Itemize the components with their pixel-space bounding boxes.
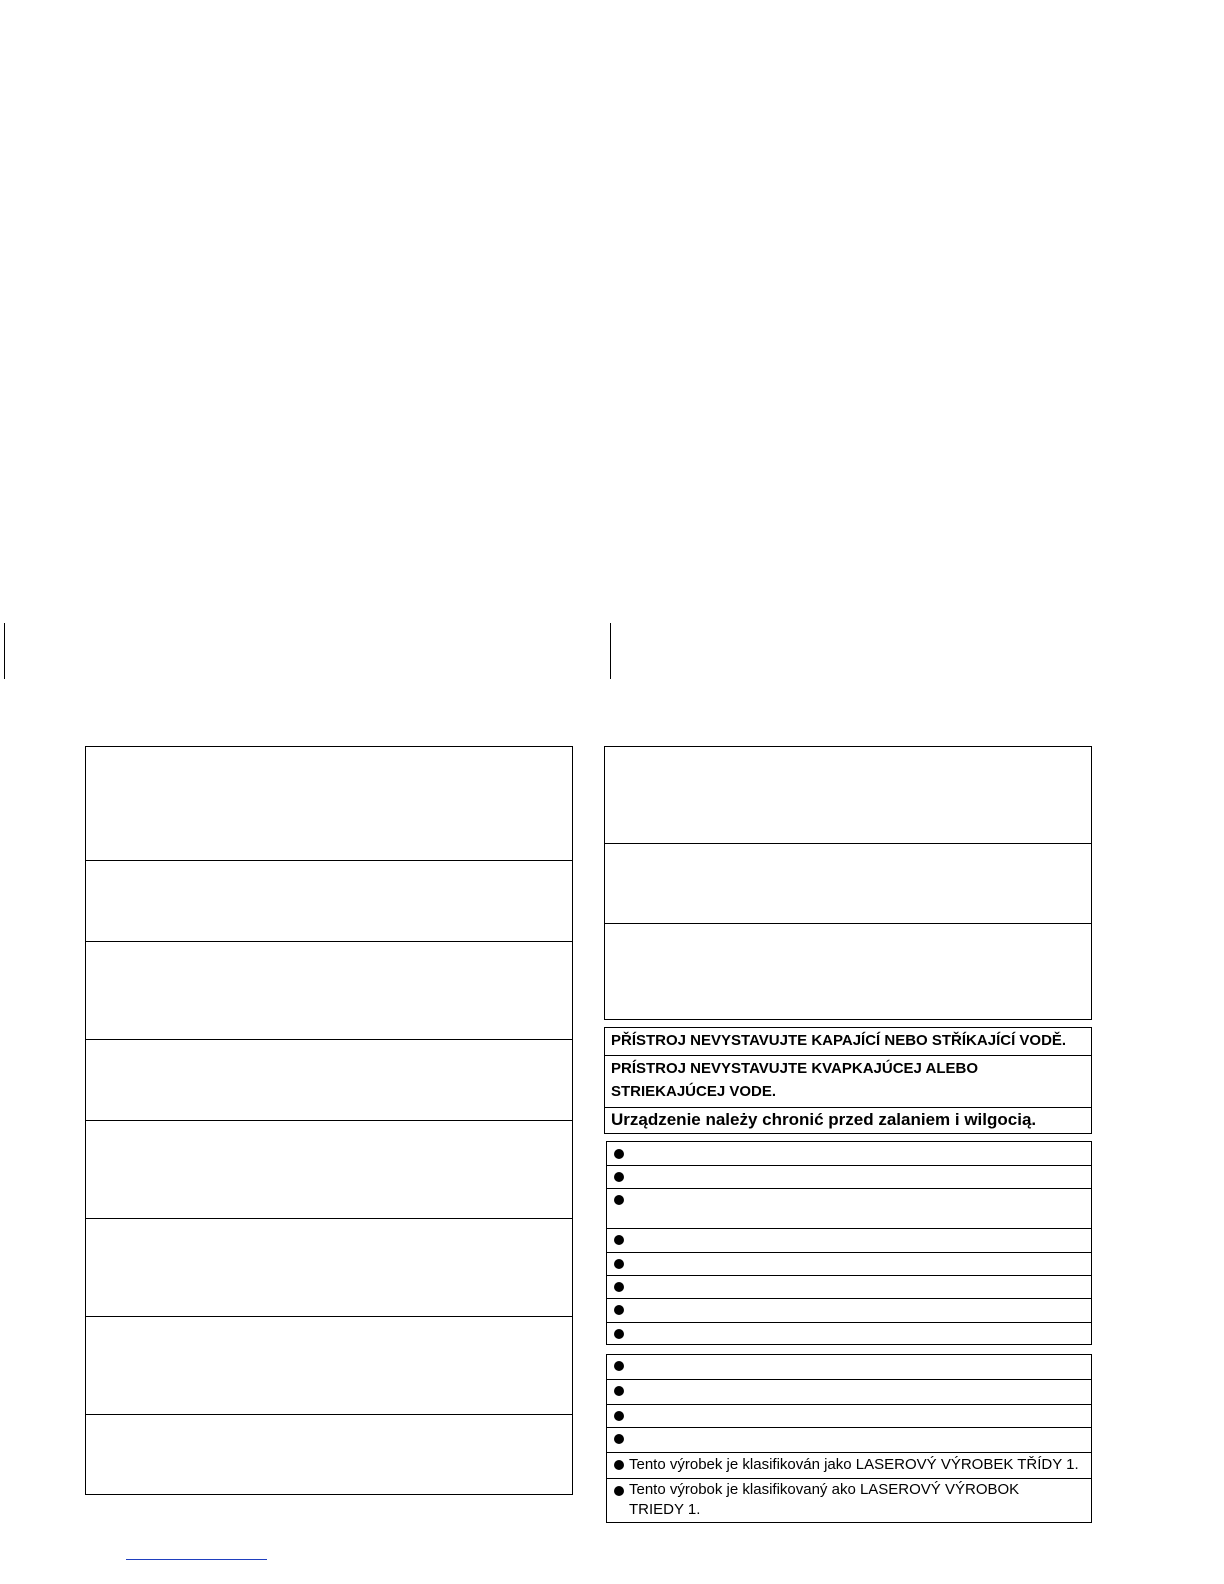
table-divider — [86, 1120, 572, 1121]
footer-link-underline — [126, 1559, 267, 1560]
list-item — [607, 1228, 1091, 1252]
bullet-icon — [614, 1361, 624, 1371]
water-warning-box — [604, 1027, 1092, 1134]
table-divider — [86, 860, 572, 861]
left-margin-bar — [4, 623, 5, 679]
bullet-icon — [614, 1149, 624, 1159]
table-divider — [605, 843, 1091, 844]
list-item — [607, 1427, 1091, 1452]
table-divider — [86, 1039, 572, 1040]
bullet-icon — [614, 1259, 624, 1269]
warning-czech: PŘÍSTROJ NEVYSTAVUJTE KAPAJÍCÍ NEBO STŘÍKAJÍCÍ VODĚ. — [611, 1032, 1067, 1049]
list-item — [607, 1142, 1091, 1165]
center-margin-bar — [610, 623, 611, 679]
laser-note-czech: Tento výrobek je klasifikován jako LASEROVÝ VÝROBEK TŘÍDY 1. — [607, 1452, 1091, 1478]
left-table — [85, 746, 573, 1495]
bullet-icon — [614, 1411, 624, 1421]
table-divider — [605, 923, 1091, 924]
warning-polish: Urządzenie należy chronić przed zalaniem i wilgocią. — [611, 1110, 1037, 1129]
bullet-icon — [614, 1305, 624, 1315]
list-item — [607, 1404, 1091, 1427]
bullet-icon — [614, 1486, 624, 1496]
bullet-icon — [614, 1282, 624, 1292]
table-divider — [86, 941, 572, 942]
list-item — [607, 1252, 1091, 1275]
bullet-list-2 — [606, 1354, 1092, 1523]
list-item — [607, 1355, 1091, 1379]
table-divider — [86, 1218, 572, 1219]
table-divider — [605, 1055, 1091, 1056]
warning-slovak: PRÍSTROJ NEVYSTAVUJTE KVAPKAJÚCEJ ALEBO STRIEKAJÚCEJ VODE. — [611, 1060, 979, 1100]
bullet-icon — [614, 1172, 624, 1182]
list-item — [607, 1322, 1091, 1345]
bullet-icon — [614, 1195, 624, 1205]
laser-note-slovak — [607, 1478, 1091, 1523]
right-top-table — [604, 746, 1092, 1020]
list-item — [607, 1275, 1091, 1298]
bullet-icon — [614, 1235, 624, 1245]
list-item — [607, 1188, 1091, 1228]
list-item — [607, 1379, 1091, 1404]
list-item — [607, 1298, 1091, 1322]
table-divider — [86, 1316, 572, 1317]
bullet-icon — [614, 1329, 624, 1339]
list-item — [607, 1165, 1091, 1188]
bullet-icon — [614, 1386, 624, 1396]
bullet-icon — [614, 1434, 624, 1444]
bullet-icon — [614, 1460, 624, 1470]
laser-note-slovak-text: Tento výrobok je klasifikovaný ako LASEROVÝ VÝROBOK TRIEDY 1. — [629, 1481, 1020, 1518]
table-divider — [86, 1414, 572, 1415]
bullet-list-1 — [606, 1141, 1092, 1345]
